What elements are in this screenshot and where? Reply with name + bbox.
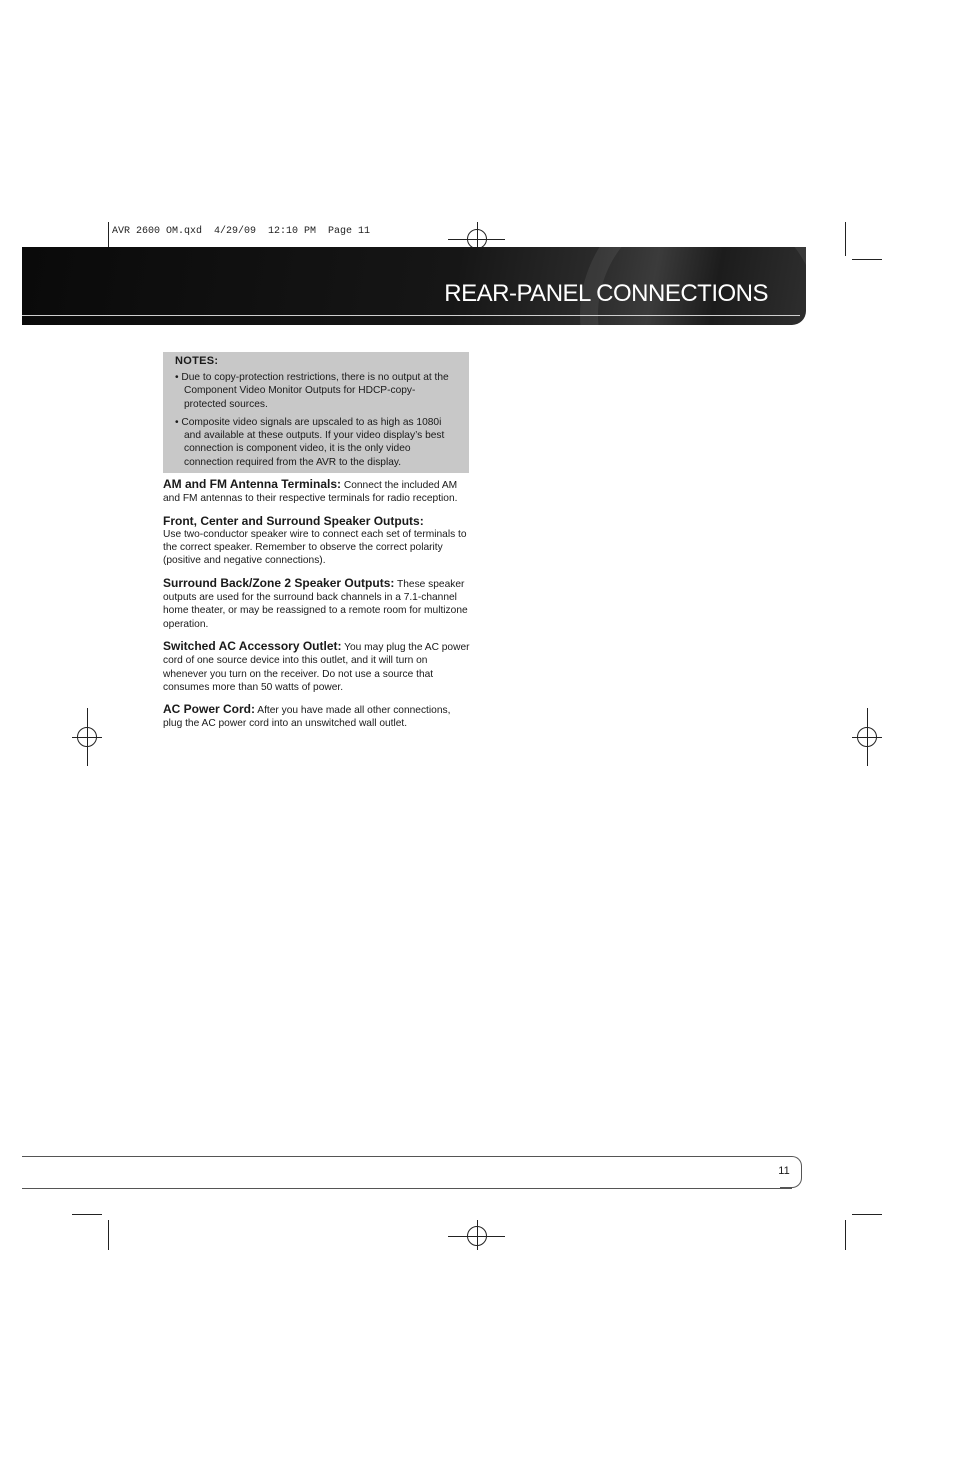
notes-title: NOTES: [175, 355, 219, 367]
section-heading: Surround Back/Zone 2 Speaker Outputs: [163, 575, 395, 590]
footer-rule [22, 1188, 792, 1189]
crop-mark [845, 1220, 846, 1250]
registration-mark-icon [467, 229, 487, 249]
section-body: Connect the included AM and FM antennas to their respective terminals for radio reception. [163, 480, 458, 505]
printer-slug: AVR 2600 OM.qxd 4/29/09 12:10 PM Page 11 [112, 226, 371, 237]
crop-mark [72, 1214, 102, 1215]
section-ac-outlet [163, 640, 471, 694]
section-heading: Switched AC Accessory Outlet: [163, 638, 342, 653]
page-number: 11 [778, 1165, 790, 1177]
section-body: After you have made all other connections, plug the AC power cord into an unswitched wall outlet. [163, 705, 451, 730]
section-body: Use two-conductor speaker wire to connect each set of terminals to the correct speaker. Remember to observe the correct polarity (positive and negative connections). [163, 528, 467, 567]
section-body: You may plug the AC power cord of one source device into this outlet, and it will turn on whenever you turn on the receiver. Do not use a source that consumes more than 50 watts of power. [163, 641, 470, 693]
crop-mark [845, 222, 846, 256]
registration-mark-icon [467, 1226, 487, 1246]
section-heading: AC Power Cord: [163, 702, 256, 717]
registration-mark-icon [77, 727, 97, 747]
note-item: • Composite video signals are upscaled to as high as 1080i and available at these outputs. If your video display’s best connection is component video, it is the only video connection required from the AVR to the display. [175, 416, 445, 468]
body-content [163, 478, 471, 740]
note-item: • Due to copy-protection restrictions, there is no output at the Component Video Monitor Outputs for HDCP-copy-protected sources. [175, 372, 449, 410]
section-heading: AM and FM Antenna Terminals: [163, 477, 342, 491]
header-divider [22, 315, 800, 316]
notes-box [163, 352, 469, 473]
section-am-fm-antenna [163, 478, 471, 506]
footer-rule [22, 1156, 792, 1157]
section-speaker-outputs [163, 515, 471, 568]
page-title: REAR-PANEL CONNECTIONS [444, 280, 768, 307]
crop-mark [852, 259, 882, 260]
crop-mark [108, 1220, 109, 1250]
section-ac-power-cord [163, 703, 471, 731]
crop-mark [852, 1214, 882, 1215]
section-body: These speaker outputs are used for the surround back channels in a 7.1-channel home theater, or may be reassigned to a remote room for multizone operation. [163, 578, 468, 630]
section-surround-back [163, 577, 471, 631]
section-heading: Front, Center and Surround Speaker Outputs: [163, 513, 424, 528]
registration-mark-icon [857, 727, 877, 747]
